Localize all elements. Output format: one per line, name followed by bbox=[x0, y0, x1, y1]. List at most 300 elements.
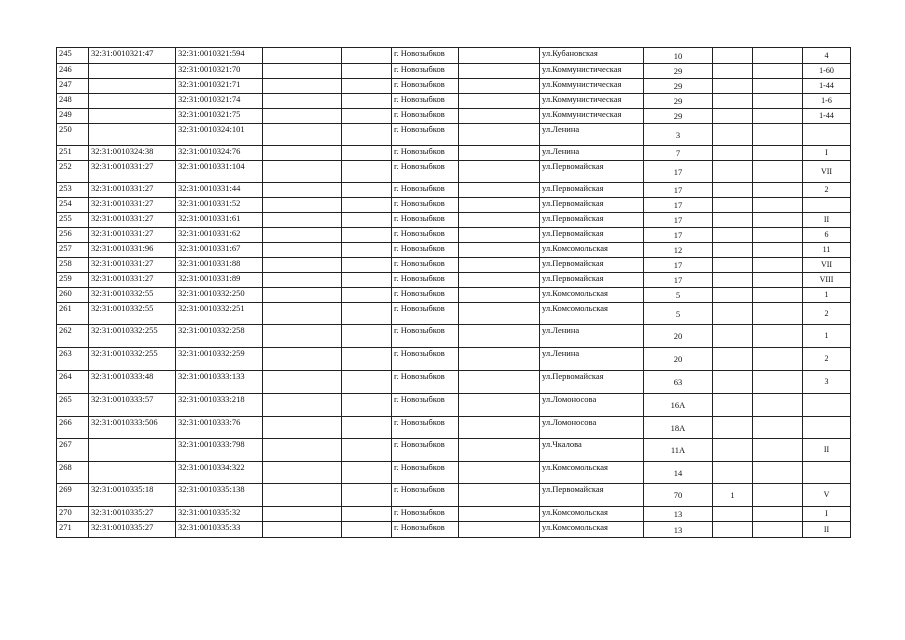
cell-house: 18А bbox=[644, 417, 713, 439]
cell-empty bbox=[753, 348, 803, 371]
cell-street: ул.Чкалова bbox=[540, 439, 644, 462]
cell-city: г. Новозыбков bbox=[392, 484, 459, 507]
cell-empty bbox=[263, 394, 342, 417]
cell-street: ул.Коммунистическая bbox=[540, 79, 644, 94]
cell-empty bbox=[753, 94, 803, 109]
cell-empty bbox=[459, 109, 540, 124]
cell-cadastral-number: 32:31:0010334:322 bbox=[176, 462, 263, 484]
cell-empty bbox=[459, 183, 540, 198]
cell-unit: 1 bbox=[803, 325, 851, 348]
cell-building bbox=[713, 198, 753, 213]
cell-street: ул.Комсомольская bbox=[540, 288, 644, 303]
cell-number: 264 bbox=[57, 371, 89, 394]
cell-building bbox=[713, 348, 753, 371]
cell-empty bbox=[459, 522, 540, 538]
cell-house: 7 bbox=[644, 146, 713, 161]
cell-cadastral-parent bbox=[89, 64, 176, 79]
cell-empty bbox=[753, 109, 803, 124]
cell-number: 266 bbox=[57, 417, 89, 439]
cell-cadastral-parent: 32:31:0010331:27 bbox=[89, 273, 176, 288]
cell-house: 16А bbox=[644, 394, 713, 417]
cell-city: г. Новозыбков bbox=[392, 109, 459, 124]
cell-empty bbox=[753, 462, 803, 484]
cell-empty bbox=[459, 228, 540, 243]
cell-cadastral-parent bbox=[89, 79, 176, 94]
cell-cadastral-number: 32:31:0010335:32 bbox=[176, 507, 263, 522]
cell-empty bbox=[263, 522, 342, 538]
cell-street: ул.Первомайская bbox=[540, 371, 644, 394]
cell-cadastral-parent: 32:31:0010332:255 bbox=[89, 325, 176, 348]
cell-empty bbox=[459, 79, 540, 94]
cell-building bbox=[713, 258, 753, 273]
cell-empty bbox=[263, 124, 342, 146]
cell-street: ул.Первомайская bbox=[540, 183, 644, 198]
cell-empty bbox=[263, 417, 342, 439]
cell-unit: I bbox=[803, 146, 851, 161]
cell-empty bbox=[342, 258, 392, 273]
cell-city: г. Новозыбков bbox=[392, 371, 459, 394]
cell-empty bbox=[263, 243, 342, 258]
cell-empty bbox=[342, 64, 392, 79]
cell-empty bbox=[459, 325, 540, 348]
cell-empty bbox=[459, 417, 540, 439]
cell-street: ул.Первомайская bbox=[540, 484, 644, 507]
cell-number: 257 bbox=[57, 243, 89, 258]
cell-cadastral-number: 32:31:0010321:70 bbox=[176, 64, 263, 79]
cell-building bbox=[713, 243, 753, 258]
cell-empty bbox=[342, 124, 392, 146]
cell-empty bbox=[342, 48, 392, 64]
cell-city: г. Новозыбков bbox=[392, 288, 459, 303]
cell-house: 5 bbox=[644, 303, 713, 325]
cell-building bbox=[713, 371, 753, 394]
table-row bbox=[57, 507, 851, 522]
cell-cadastral-number: 32:31:0010321:74 bbox=[176, 94, 263, 109]
table-row bbox=[57, 462, 851, 484]
cell-number: 255 bbox=[57, 213, 89, 228]
cell-building bbox=[713, 273, 753, 288]
cell-city: г. Новозыбков bbox=[392, 94, 459, 109]
table-row bbox=[57, 303, 851, 325]
cell-empty bbox=[342, 273, 392, 288]
table-row bbox=[57, 484, 851, 507]
cell-unit bbox=[803, 198, 851, 213]
cell-empty bbox=[263, 183, 342, 198]
cell-empty bbox=[263, 439, 342, 462]
cell-empty bbox=[263, 48, 342, 64]
cell-number: 245 bbox=[57, 48, 89, 64]
cell-empty bbox=[342, 161, 392, 183]
cell-cadastral-number: 32:31:0010324:76 bbox=[176, 146, 263, 161]
cell-empty bbox=[342, 228, 392, 243]
cell-empty bbox=[342, 394, 392, 417]
cell-city: г. Новозыбков bbox=[392, 228, 459, 243]
cell-unit: VIII bbox=[803, 273, 851, 288]
cell-unit: VII bbox=[803, 161, 851, 183]
table-row bbox=[57, 243, 851, 258]
cell-cadastral-parent: 32:31:0010331:27 bbox=[89, 198, 176, 213]
cell-building bbox=[713, 109, 753, 124]
table-row bbox=[57, 48, 851, 64]
cell-house: 13 bbox=[644, 507, 713, 522]
cell-unit: V bbox=[803, 484, 851, 507]
cell-empty bbox=[263, 303, 342, 325]
cell-cadastral-parent bbox=[89, 462, 176, 484]
cell-unit: II bbox=[803, 213, 851, 228]
cell-unit: 2 bbox=[803, 348, 851, 371]
cell-number: 249 bbox=[57, 109, 89, 124]
table-row bbox=[57, 522, 851, 538]
cell-house: 17 bbox=[644, 198, 713, 213]
cell-number: 247 bbox=[57, 79, 89, 94]
cell-empty bbox=[753, 79, 803, 94]
cell-street: ул.Комсомольская bbox=[540, 303, 644, 325]
cell-empty bbox=[753, 48, 803, 64]
cell-cadastral-number: 32:31:0010331:61 bbox=[176, 213, 263, 228]
cell-street: ул.Комсомольская bbox=[540, 522, 644, 538]
cell-street: ул.Первомайская bbox=[540, 198, 644, 213]
cell-cadastral-parent bbox=[89, 124, 176, 146]
cell-street: ул.Комсомольская bbox=[540, 243, 644, 258]
cell-empty bbox=[342, 348, 392, 371]
cell-house: 29 bbox=[644, 94, 713, 109]
cell-city: г. Новозыбков bbox=[392, 48, 459, 64]
cell-street: ул.Ленина bbox=[540, 124, 644, 146]
cell-number: 268 bbox=[57, 462, 89, 484]
cell-cadastral-parent: 32:31:0010335:27 bbox=[89, 522, 176, 538]
cell-number: 251 bbox=[57, 146, 89, 161]
cell-house: 10 bbox=[644, 48, 713, 64]
cell-number: 252 bbox=[57, 161, 89, 183]
cell-number: 267 bbox=[57, 439, 89, 462]
cell-building bbox=[713, 161, 753, 183]
cell-empty bbox=[342, 522, 392, 538]
cell-empty bbox=[459, 124, 540, 146]
cell-street: ул.Первомайская bbox=[540, 213, 644, 228]
cell-city: г. Новозыбков bbox=[392, 462, 459, 484]
cell-building bbox=[713, 146, 753, 161]
cell-empty bbox=[342, 94, 392, 109]
cell-street: ул.Первомайская bbox=[540, 228, 644, 243]
cell-building bbox=[713, 183, 753, 198]
cell-empty bbox=[263, 228, 342, 243]
cell-number: 265 bbox=[57, 394, 89, 417]
cell-city: г. Новозыбков bbox=[392, 243, 459, 258]
cell-city: г. Новозыбков bbox=[392, 161, 459, 183]
cell-building bbox=[713, 462, 753, 484]
cell-house: 14 bbox=[644, 462, 713, 484]
cell-cadastral-number: 32:31:0010331:67 bbox=[176, 243, 263, 258]
cell-empty bbox=[459, 462, 540, 484]
cell-unit: I bbox=[803, 507, 851, 522]
cell-cadastral-number: 32:31:0010331:62 bbox=[176, 228, 263, 243]
cell-city: г. Новозыбков bbox=[392, 64, 459, 79]
cell-unit: 1-6 bbox=[803, 94, 851, 109]
cell-city: г. Новозыбков bbox=[392, 183, 459, 198]
cell-street: ул.Ленина bbox=[540, 348, 644, 371]
cell-empty bbox=[263, 288, 342, 303]
cell-street: ул.Ломоносова bbox=[540, 394, 644, 417]
cell-number: 269 bbox=[57, 484, 89, 507]
cell-unit: II bbox=[803, 522, 851, 538]
cell-cadastral-parent: 32:31:0010335:27 bbox=[89, 507, 176, 522]
cell-street: ул.Ломоносова bbox=[540, 417, 644, 439]
cell-house: 17 bbox=[644, 183, 713, 198]
cell-building bbox=[713, 507, 753, 522]
cell-empty bbox=[459, 394, 540, 417]
cell-cadastral-parent: 32:31:0010333:506 bbox=[89, 417, 176, 439]
cell-empty bbox=[342, 303, 392, 325]
cell-empty bbox=[459, 507, 540, 522]
cell-number: 271 bbox=[57, 522, 89, 538]
table-row bbox=[57, 258, 851, 273]
cell-number: 253 bbox=[57, 183, 89, 198]
cell-house: 3 bbox=[644, 124, 713, 146]
cell-city: г. Новозыбков bbox=[392, 417, 459, 439]
cell-unit bbox=[803, 394, 851, 417]
cell-unit: 1-44 bbox=[803, 79, 851, 94]
table-row bbox=[57, 325, 851, 348]
cell-empty bbox=[342, 507, 392, 522]
cell-house: 20 bbox=[644, 325, 713, 348]
cell-building bbox=[713, 394, 753, 417]
cell-unit bbox=[803, 462, 851, 484]
cell-empty bbox=[753, 258, 803, 273]
cell-cadastral-parent bbox=[89, 94, 176, 109]
cell-empty bbox=[459, 484, 540, 507]
cell-empty bbox=[342, 417, 392, 439]
cell-street: ул.Коммунистическая bbox=[540, 64, 644, 79]
cell-empty bbox=[342, 79, 392, 94]
cell-empty bbox=[263, 109, 342, 124]
cell-city: г. Новозыбков bbox=[392, 348, 459, 371]
cell-house: 5 bbox=[644, 288, 713, 303]
cell-empty bbox=[342, 243, 392, 258]
cell-building bbox=[713, 79, 753, 94]
cell-house: 29 bbox=[644, 109, 713, 124]
cell-empty bbox=[342, 146, 392, 161]
table-row bbox=[57, 94, 851, 109]
cell-cadastral-parent: 32:31:0010331:96 bbox=[89, 243, 176, 258]
cell-city: г. Новозыбков bbox=[392, 522, 459, 538]
cell-unit: 3 bbox=[803, 371, 851, 394]
table-row bbox=[57, 371, 851, 394]
cell-number: 246 bbox=[57, 64, 89, 79]
cell-house: 29 bbox=[644, 79, 713, 94]
cell-building bbox=[713, 64, 753, 79]
cell-empty bbox=[459, 288, 540, 303]
cell-empty bbox=[459, 439, 540, 462]
cell-city: г. Новозыбков bbox=[392, 439, 459, 462]
cell-cadastral-number: 32:31:0010332:258 bbox=[176, 325, 263, 348]
cell-building bbox=[713, 124, 753, 146]
cell-cadastral-parent bbox=[89, 439, 176, 462]
cell-cadastral-number: 32:31:0010333:798 bbox=[176, 439, 263, 462]
cell-house: 17 bbox=[644, 161, 713, 183]
cell-cadastral-number: 32:31:0010321:594 bbox=[176, 48, 263, 64]
cell-city: г. Новозыбков bbox=[392, 325, 459, 348]
cell-empty bbox=[753, 394, 803, 417]
cell-empty bbox=[342, 109, 392, 124]
cell-house: 17 bbox=[644, 273, 713, 288]
cell-cadastral-number: 32:31:0010321:75 bbox=[176, 109, 263, 124]
table-row bbox=[57, 109, 851, 124]
cell-street: ул.Комсомольская bbox=[540, 462, 644, 484]
cell-street: ул.Кубановская bbox=[540, 48, 644, 64]
cell-house: 70 bbox=[644, 484, 713, 507]
table-row bbox=[57, 64, 851, 79]
cell-city: г. Новозыбков bbox=[392, 303, 459, 325]
cell-building bbox=[713, 48, 753, 64]
cell-cadastral-number: 32:31:0010335:33 bbox=[176, 522, 263, 538]
cell-empty bbox=[342, 484, 392, 507]
cell-building bbox=[713, 228, 753, 243]
cell-empty bbox=[753, 183, 803, 198]
cell-empty bbox=[263, 146, 342, 161]
cell-empty bbox=[342, 198, 392, 213]
cell-empty bbox=[459, 48, 540, 64]
table-row bbox=[57, 439, 851, 462]
cell-empty bbox=[753, 146, 803, 161]
cell-number: 270 bbox=[57, 507, 89, 522]
cell-house: 17 bbox=[644, 228, 713, 243]
cell-empty bbox=[459, 258, 540, 273]
table-row bbox=[57, 183, 851, 198]
cell-empty bbox=[753, 228, 803, 243]
cell-unit: 4 bbox=[803, 48, 851, 64]
cell-city: г. Новозыбков bbox=[392, 258, 459, 273]
cell-house: 17 bbox=[644, 213, 713, 228]
cell-empty bbox=[263, 325, 342, 348]
cell-unit bbox=[803, 417, 851, 439]
cell-empty bbox=[753, 522, 803, 538]
cell-empty bbox=[753, 64, 803, 79]
cell-cadastral-parent: 32:31:0010331:27 bbox=[89, 183, 176, 198]
cell-house: 20 bbox=[644, 348, 713, 371]
cell-house: 17 bbox=[644, 258, 713, 273]
cell-empty bbox=[753, 213, 803, 228]
cell-empty bbox=[263, 273, 342, 288]
cell-cadastral-number: 32:31:0010333:76 bbox=[176, 417, 263, 439]
cell-empty bbox=[263, 79, 342, 94]
cell-cadastral-number: 32:31:0010332:259 bbox=[176, 348, 263, 371]
table-row bbox=[57, 124, 851, 146]
cell-empty bbox=[753, 243, 803, 258]
cell-empty bbox=[459, 161, 540, 183]
cell-empty bbox=[263, 64, 342, 79]
cell-cadastral-number: 32:31:0010331:44 bbox=[176, 183, 263, 198]
cell-empty bbox=[459, 273, 540, 288]
cell-building bbox=[713, 522, 753, 538]
cell-empty bbox=[263, 462, 342, 484]
cell-street: ул.Коммунистическая bbox=[540, 94, 644, 109]
cell-unit: II bbox=[803, 439, 851, 462]
cell-building bbox=[713, 303, 753, 325]
cell-cadastral-number: 32:31:0010333:218 bbox=[176, 394, 263, 417]
cell-cadastral-number: 32:31:0010332:251 bbox=[176, 303, 263, 325]
cell-house: 13 bbox=[644, 522, 713, 538]
cell-number: 258 bbox=[57, 258, 89, 273]
cell-cadastral-parent: 32:31:0010333:57 bbox=[89, 394, 176, 417]
table-row bbox=[57, 417, 851, 439]
cell-building bbox=[713, 288, 753, 303]
cell-empty bbox=[459, 371, 540, 394]
cell-empty bbox=[263, 371, 342, 394]
cell-city: г. Новозыбков bbox=[392, 146, 459, 161]
cell-cadastral-parent: 32:31:0010332:255 bbox=[89, 348, 176, 371]
cell-unit: 2 bbox=[803, 183, 851, 198]
cell-empty bbox=[459, 348, 540, 371]
cell-cadastral-parent: 32:31:0010331:27 bbox=[89, 258, 176, 273]
cell-cadastral-parent: 32:31:0010321:47 bbox=[89, 48, 176, 64]
cell-city: г. Новозыбков bbox=[392, 507, 459, 522]
cell-number: 260 bbox=[57, 288, 89, 303]
cell-number: 262 bbox=[57, 325, 89, 348]
cell-street: ул.Первомайская bbox=[540, 273, 644, 288]
cell-number: 263 bbox=[57, 348, 89, 371]
table-row bbox=[57, 79, 851, 94]
cell-cadastral-number: 32:31:0010324:101 bbox=[176, 124, 263, 146]
cell-empty bbox=[342, 288, 392, 303]
cell-unit bbox=[803, 124, 851, 146]
cell-street: ул.Коммунистическая bbox=[540, 109, 644, 124]
cell-empty bbox=[342, 183, 392, 198]
cell-cadastral-parent: 32:31:0010331:27 bbox=[89, 213, 176, 228]
cell-street: ул.Комсомольская bbox=[540, 507, 644, 522]
cell-empty bbox=[753, 417, 803, 439]
cell-building bbox=[713, 417, 753, 439]
cell-empty bbox=[753, 507, 803, 522]
cell-cadastral-number: 32:31:0010332:250 bbox=[176, 288, 263, 303]
cell-empty bbox=[342, 213, 392, 228]
cell-empty bbox=[753, 303, 803, 325]
cell-cadastral-number: 32:31:0010331:52 bbox=[176, 198, 263, 213]
cell-empty bbox=[342, 371, 392, 394]
cell-empty bbox=[342, 439, 392, 462]
cell-street: ул.Ленина bbox=[540, 146, 644, 161]
cell-empty bbox=[459, 94, 540, 109]
cell-number: 250 bbox=[57, 124, 89, 146]
cell-city: г. Новозыбков bbox=[392, 79, 459, 94]
property-register-table bbox=[56, 47, 851, 538]
cell-empty bbox=[263, 507, 342, 522]
cell-cadastral-parent: 32:31:0010331:27 bbox=[89, 228, 176, 243]
cell-number: 259 bbox=[57, 273, 89, 288]
cell-unit: VII bbox=[803, 258, 851, 273]
cell-empty bbox=[753, 288, 803, 303]
document-page bbox=[56, 47, 850, 538]
cell-city: г. Новозыбков bbox=[392, 273, 459, 288]
cell-empty bbox=[263, 213, 342, 228]
table-row bbox=[57, 213, 851, 228]
cell-street: ул.Первомайская bbox=[540, 258, 644, 273]
cell-city: г. Новозыбков bbox=[392, 394, 459, 417]
cell-house: 11А bbox=[644, 439, 713, 462]
cell-empty bbox=[753, 273, 803, 288]
cell-unit: 1-60 bbox=[803, 64, 851, 79]
cell-empty bbox=[459, 213, 540, 228]
cell-unit: 6 bbox=[803, 228, 851, 243]
cell-number: 256 bbox=[57, 228, 89, 243]
table-row bbox=[57, 348, 851, 371]
table-row bbox=[57, 288, 851, 303]
cell-city: г. Новозыбков bbox=[392, 213, 459, 228]
cell-cadastral-number: 32:31:0010333:133 bbox=[176, 371, 263, 394]
cell-house: 63 bbox=[644, 371, 713, 394]
cell-unit: 1 bbox=[803, 288, 851, 303]
cell-cadastral-parent: 32:31:0010332:55 bbox=[89, 288, 176, 303]
cell-empty bbox=[263, 94, 342, 109]
